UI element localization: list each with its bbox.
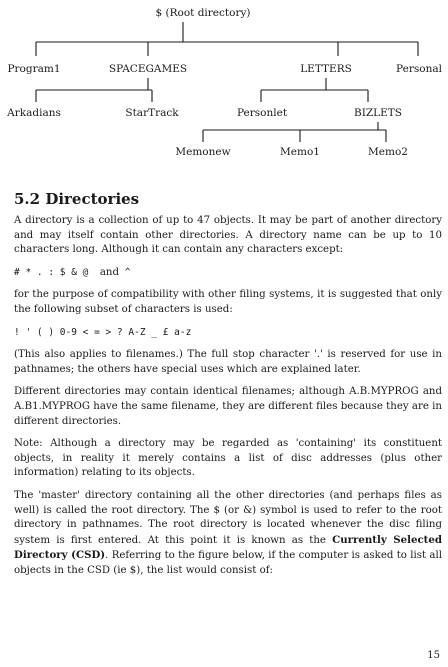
tree-node-startrack: StarTrack xyxy=(125,107,179,119)
directory-tree-diagram xyxy=(0,0,448,160)
page-number: 15 xyxy=(427,650,440,661)
tree-node-root: $ (Root directory) xyxy=(155,7,251,19)
tree-node-spacegames: SPACEGAMES xyxy=(108,63,188,75)
paragraph-directory-definition: A directory is a collection of up to 47 objects. It may be part of another directory and may itself contain other directories. A directory name can be up to 10 characters long. Although it can contain any characters except: xyxy=(14,215,442,256)
tree-node-program1: Program1 xyxy=(7,63,61,75)
paragraph-root-directory xyxy=(14,489,442,579)
csd-term: Currently Selected Directory (CSD) xyxy=(14,533,442,562)
tree-node-personlet: Personlet xyxy=(236,107,288,119)
tree-node-memo1: Memo1 xyxy=(280,146,320,158)
tree-node-personal: Personal xyxy=(396,63,442,75)
paragraph-full-stop: (This also applies to filenames.) The full stop character '.' is reserved for use in pathnames; the others have special uses which are explained later. xyxy=(14,349,442,375)
tree-node-bizlets: BIZLETS xyxy=(354,107,402,119)
section-body xyxy=(14,190,442,586)
excluded-char-caret: ^ xyxy=(124,266,131,278)
section-heading: 5.2 Directories xyxy=(14,190,140,208)
root-text-after: . Referring to the figure below, if the computer is asked to list all objects in the CSD (ie $), the list would consist of: xyxy=(14,550,443,576)
paragraph-compatibility: for the purpose of compatibility with other filing systems, it is suggested that only the following subset of characters is used: xyxy=(14,289,442,315)
tree-node-memo2: Memo2 xyxy=(368,146,408,158)
tree-node-arkadians: Arkadians xyxy=(7,107,61,119)
paragraph-note: Note: Although a directory may be regarded as 'containing' its constituent objects, in reality it merely contains a list of disc addresses (plus other information) relating to its objects. xyxy=(14,438,442,479)
root-text-before: The 'master' directory containing all the other directories (and perhaps files as well) is called the root directory. The $ (or &) symbol is used to refer to the root directory in pathnames. The root directory is located whenever the disc filing system is first entered. At this point it is known as the xyxy=(14,489,442,546)
excluded-chars-list: # * . : $ & @ xyxy=(14,266,89,278)
allowed-characters: ! ' ( ) 0-9 < = > ? A-Z _ £ a-z xyxy=(14,326,192,338)
tree-node-letters: LETTERS xyxy=(300,63,352,75)
tree-node-memonew: Memonew xyxy=(175,146,231,158)
paragraph-identical-filenames: Different directories may contain identical filenames; although A.B.MYPROG and A.B1.MYPROG have the same filename, they are different files because they are in different directories. xyxy=(14,386,442,427)
and-word: and xyxy=(99,266,119,278)
excluded-characters xyxy=(14,266,442,281)
